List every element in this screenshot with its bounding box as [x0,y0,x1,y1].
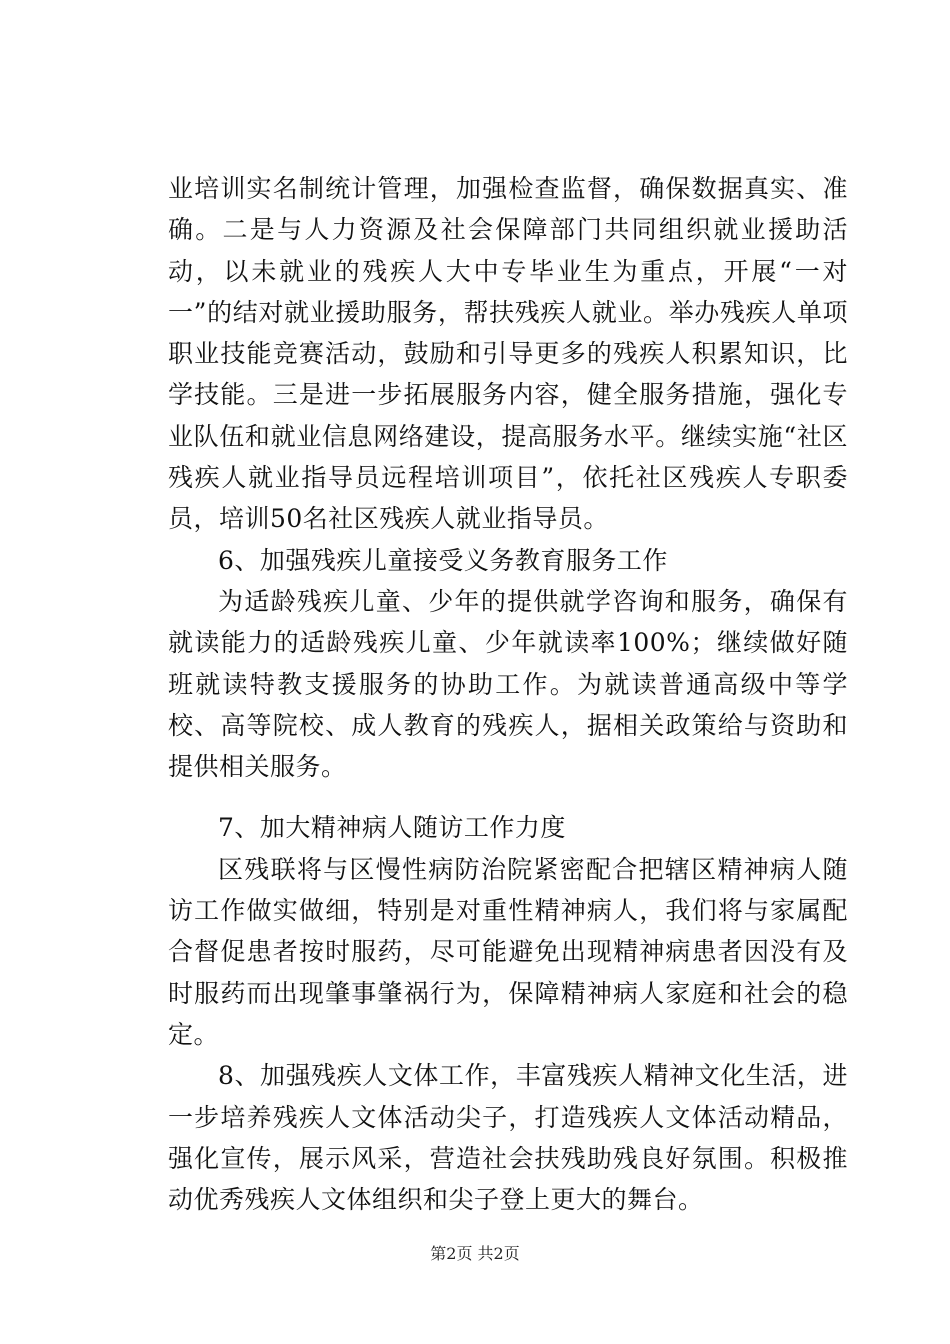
paragraph-item-6: 为适龄残疾儿童、少年的提供就学咨询和服务，确保有就读能力的适龄残疾儿童、少年就读率100%；继续做好随班就读特教支援服务的协助工作。为就读普通高级中等学校、高等院校、成人教育的残疾人，据相关政策给与资助和提供相关服务。 [168,586,848,782]
paragraph-item-8: 8、加强残疾人文体工作，丰富残疾人精神文化生活，进一步培养残疾人文体活动尖子，打造残疾人文体活动精品，强化宣传，展示风采，营造社会扶残助残良好氛围。积极推动优秀残疾人文体组织和尖子登上更大的舞台。 [168,1061,848,1215]
paragraph-spacer [168,787,848,807]
heading-item-6: 6、加强残疾儿童接受义务教育服务工作 [218,545,668,575]
heading-item-7: 7、加大精神病人随访工作力度 [218,813,566,843]
paragraph-employment-continued: 业培训实名制统计管理，加强检查监督，确保数据真实、准确。二是与人力资源及社会保障部门共同组织就业援助活动，以未就业的残疾人大中专毕业生为重点，开展“一对一”的结对就业援助服务，帮扶残疾人就业。举办残疾人单项职业技能竞赛活动，鼓励和引导更多的残疾人积累知识，比学技能。三是进一步拓展服务内容，健全服务措施，强化专业队伍和就业信息网络建设，提高服务水平。继续实施“社区残疾人就业指导员远程培训项目”，依托社区残疾人专职委员，培训50名社区残疾人就业指导员。 [168,174,848,534]
paragraph-item-7: 区残联将与区慢性病防治院紧密配合把辖区精神病人随访工作做实做细，特别是对重性精神病人，我们将与家属配合督促患者按时服药，尽可能避免出现精神病患者因没有及时服药而出现肇事肇祸行为，保障精神病人家庭和社会的稳定。 [168,854,848,1049]
page-footer: 第2页 共2页 [430,1244,520,1263]
document-body [168,168,848,1220]
